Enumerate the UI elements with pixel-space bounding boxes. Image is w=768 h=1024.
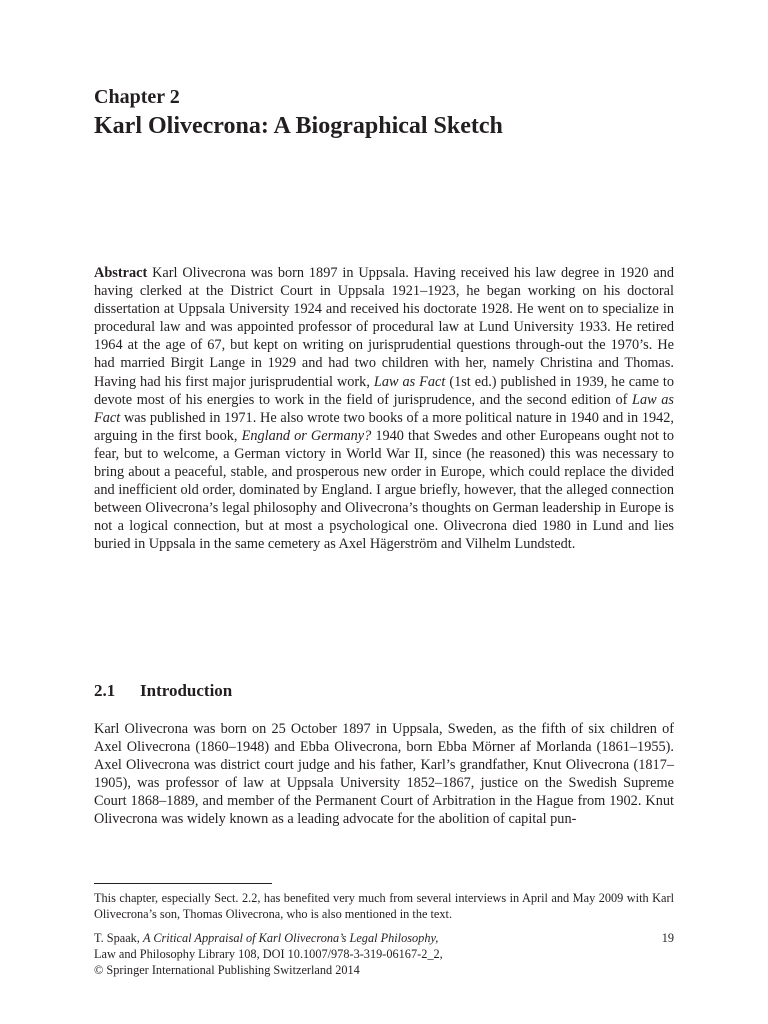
imprint-citation-line: [94, 930, 674, 946]
footnote-text: This chapter, especially Sect. 2.2, has benefited very much from several interviews in April and May 2009 with Karl Olivecrona’s son, Thomas Olivecrona, who is also mentioned in the text.: [94, 891, 674, 921]
footnote-divider: [94, 883, 272, 884]
chapter-number: Chapter 2: [94, 86, 180, 108]
imprint-copyright-line: © Springer International Publishing Switzerland 2014: [94, 963, 360, 977]
abstract: [94, 264, 674, 554]
imprint-book-title: A Critical Appraisal of Karl Olivecrona’s Legal Philosophy,: [142, 931, 439, 945]
section-number: 2.1: [94, 681, 116, 700]
section-heading: [94, 681, 232, 701]
imprint-series-line: Law and Philosophy Library 108, DOI 10.1007/978-3-319-06167-2_2,: [94, 947, 443, 961]
page-number: 19: [661, 931, 674, 945]
section-body: [94, 720, 674, 829]
abstract-text-4: 1940 that Swedes and other Europeans ought not to fear, but to welcome, a German victory in World War II, since (he reasoned) this was necessary to bring about a peaceful, stable, and prosperous new order in Europe, which could replace the divided and inefficient old order, dominated by England. I argue briefly, however, that the alleged connection between Olivecrona’s legal philosophy and Olivecrona’s thoughts on German leadership in Europe is not a logical connection, but at most a psychological one. Olivecrona died 1980 in Lund and lies buried in Uppsala in the same cemetery as Axel Hägerström and Vilhelm Lundstedt.: [94, 427, 674, 553]
chapter-title: Karl Olivecrona: A Biographical Sketch: [94, 113, 503, 139]
footnote: [94, 890, 674, 922]
section-title: Introduction: [140, 681, 233, 700]
body-paragraph: Karl Olivecrona was born on 25 October 1897 in Uppsala, Sweden, as the fifth of six children of Axel Olivecrona (1860–1948) and Ebba Olivecrona, born Ebba Mörner af Morlanda (1861–1955). Axel Olivecrona was district court judge and his father, Karl’s grandfather, Knut Olivecrona (1817–1905), was professor of law at Uppsala University 1852–1867, justice on the Swedish Supreme Court 1868–1889, and member of the Permanent Court of Arbitration in the Hague from 1902. Knut Olivecrona was widely known as a leading advocate for the abolition of capital pun-: [94, 721, 674, 828]
abstract-text-1: Karl Olivecrona was born 1897 in Uppsala. Having received his law degree in 1920 and having clerked at the District Court in Uppsala 1921–1923, he began working on his doctoral dissertation at Uppsala University 1924 and received his doctorate 1928. He went on to specialize in procedural law and was appointed professor of procedural law at Lund University 1933. He retired 1964 at the age of 67, but kept on writing on jurisprudential questions through-out the 1970’s. He had married Birgit Lange in 1929 and had two children with her, namely Christina and Thomas. Having had his first major jurisprudential work,: [94, 265, 674, 390]
imprint: [94, 930, 674, 978]
abstract-book-title-2: Law as Fact: [94, 391, 674, 426]
abstract-text-2: (1st ed.) published in 1939, he came to devote most of his energies to work in the field of jurisprudence, and the second edition of: [94, 373, 674, 408]
abstract-text-3: was published in 1971. He also wrote two books of a more political nature in 1940 and in 1942, arguing in the first book,: [94, 409, 674, 444]
abstract-book-title-3: England or Germany?: [241, 427, 372, 444]
abstract-book-title-1: Law as Fact: [373, 373, 446, 390]
abstract-label: Abstract: [94, 265, 148, 281]
imprint-author: T. Spaak,: [94, 931, 143, 945]
